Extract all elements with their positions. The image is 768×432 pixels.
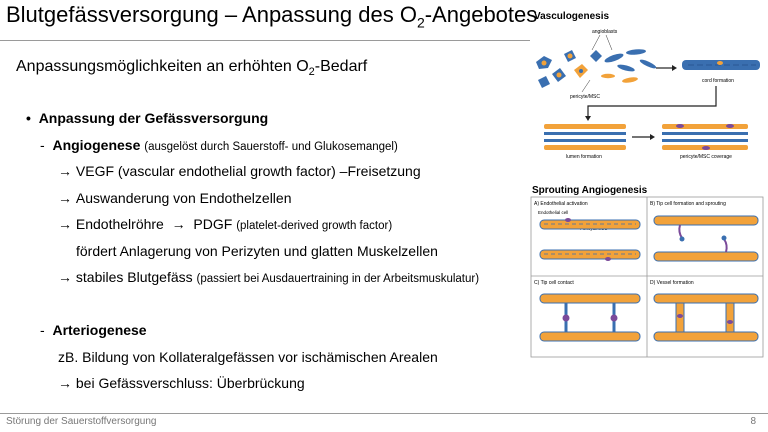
cord-formation xyxy=(682,60,760,70)
endothelroehre-line: → Endothelröhre → PDGF (platelet-derived growth factor) xyxy=(58,216,393,232)
verschluss-line: → bei Gefässverschluss: Überbrückung xyxy=(58,375,305,391)
svg-text:A) Endothelial activation: A) Endothelial activation xyxy=(534,201,588,207)
angiogenese-line: - Angiogenese (ausgelöst durch Sauerstoff- und Glukosemangel) xyxy=(40,137,398,153)
arrow-icon: → xyxy=(171,216,186,232)
slide-title: Blutgefässversorgung – Anpassung des $O_2$-Angebotes xyxy=(6,2,538,31)
arrow-icon: → xyxy=(58,375,72,391)
stabiles-line: → stabiles Blutgefäss (passiert bei Ausdauertraining in der Arbeitsmuskulatur) xyxy=(58,269,480,285)
auswanderung-line: → Auswanderung von Endothelzellen xyxy=(58,190,292,206)
footer-divider xyxy=(0,413,768,414)
footer-text: Störung der Sauerstoffversorgung xyxy=(6,416,157,427)
pericyte-label-top: pericyte/MSC xyxy=(570,94,601,100)
angioblast-cluster xyxy=(536,49,657,88)
svg-text:Endothelial cell: Endothelial cell xyxy=(538,210,569,215)
svg-text:C) Tip cell contact: C) Tip cell contact xyxy=(534,280,574,286)
coverage-label: pericyte/MSC coverage xyxy=(680,154,732,160)
title-divider xyxy=(0,40,530,41)
lumen-label: lumen formation xyxy=(566,154,602,160)
lumen-formation xyxy=(544,124,626,150)
bullet-heading: • Anpassung der Gefässversorgung xyxy=(26,110,269,126)
kollateral-line: zB. Bildung von Kollateralgefässen vor ischämischen Arealen xyxy=(58,349,438,365)
sprouting-title: Sprouting Angiogenesis xyxy=(532,185,648,196)
slide-subtitle: Anpassungsmöglichkeiten an erhöhten $O_2$-Bedarf xyxy=(16,58,368,79)
vasculogenesis-title: Vasculogenesis xyxy=(534,11,610,22)
arrow-icon: → xyxy=(58,190,72,206)
sprouting-angiogenesis-figure xyxy=(530,182,764,358)
page-number: 8 xyxy=(750,416,756,427)
arrow-icon: → xyxy=(58,216,72,232)
svg-text:D) Vessel formation: D) Vessel formation xyxy=(650,280,694,286)
arrow-icon: → xyxy=(58,163,72,179)
foerdert-line: fördert Anlagerung von Perizyten und glatten Muskelzellen xyxy=(76,243,438,259)
vasculogenesis-figure xyxy=(530,6,764,176)
arteriogenese-line: - Arteriogenese xyxy=(40,322,147,338)
cord-label: cord formation xyxy=(702,78,734,84)
pericyte-coverage xyxy=(662,124,748,150)
svg-text:B) Tip cell formation and spro: B) Tip cell formation and sprouting xyxy=(650,201,726,207)
arrow-icon: → xyxy=(58,269,72,285)
vegf-line: → VEGF (vascular endothelial growth factor) –Freisetzung xyxy=(58,163,421,179)
angioblasts-label: angioblasts xyxy=(592,29,618,35)
